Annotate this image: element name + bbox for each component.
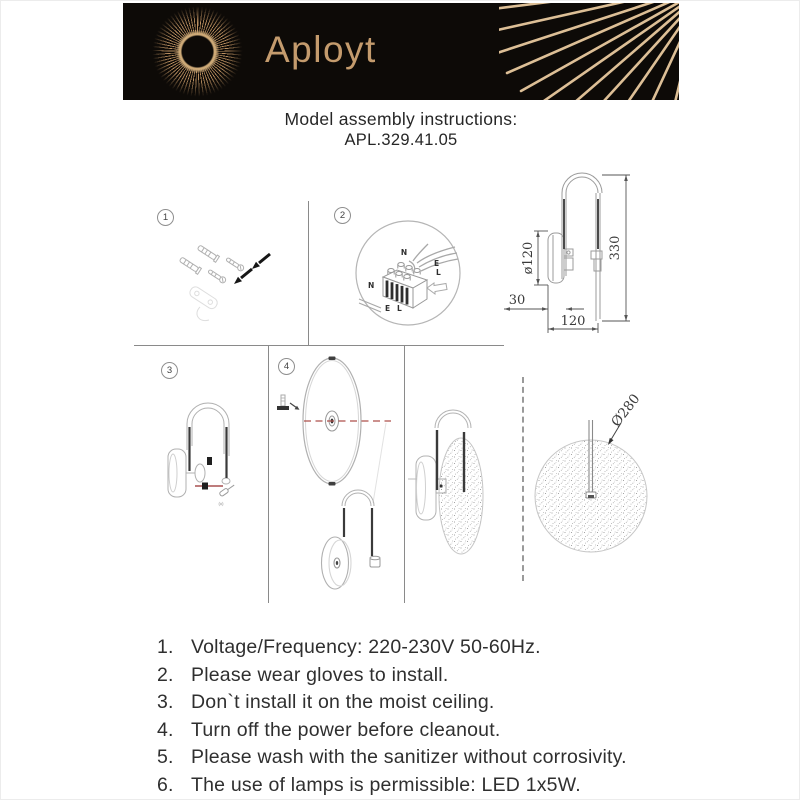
page-title: Model assembly instructions: [284, 109, 518, 129]
corner-rays-decoration [499, 3, 679, 100]
rod-end-cylinder [370, 556, 380, 567]
canopy-drawing [322, 537, 352, 589]
item-number: 4. [157, 718, 174, 741]
wire-label-e-right: E [434, 259, 440, 268]
item-text: The use of lamps is permissible: LED 1x5W. [191, 773, 581, 796]
wire-label-n-top: N [400, 248, 408, 257]
disc-front-view-drawing [525, 375, 677, 577]
item-number: 2. [157, 663, 174, 686]
wire-label-n-left: N [368, 281, 375, 290]
dim-width-label: 120 [560, 314, 586, 329]
brand-banner [123, 3, 679, 100]
item-text: Please wash with the sanitizer without corrosivity. [191, 746, 627, 769]
step3-mounting-drawing [159, 394, 274, 512]
item-number: 1. [157, 636, 174, 658]
step1-anchors-drawing [166, 223, 281, 323]
lamp-arch [342, 490, 374, 506]
instruction-list [157, 634, 757, 800]
instruction-item [157, 634, 757, 662]
divider-vertical-top [308, 201, 309, 346]
sparkle-mark [218, 502, 224, 506]
step-1-number: 1 [157, 209, 174, 226]
wire-label-l-right: L [436, 268, 441, 277]
model-number: APL.329.41.05 [344, 131, 458, 149]
screwdriver-drawing [219, 483, 236, 496]
divider-horizontal [134, 345, 504, 346]
mounting-strip [359, 299, 381, 312]
item-text: Voltage/Frequency: 220-230V 50-60Hz. [191, 636, 541, 658]
step2-wiring-drawing [351, 217, 465, 331]
crystal-disc-side [439, 438, 483, 554]
wire-label-l-bottom: L [397, 304, 402, 313]
item-number: 5. [157, 746, 174, 769]
item-number: 3. [157, 691, 174, 714]
item-number: 6. [157, 773, 174, 796]
screw-black-bottom [202, 483, 208, 490]
item-text: Don`t install it on the moist ceiling. [191, 691, 495, 714]
dimension-drawing [496, 161, 671, 346]
assembled-lamp-side-drawing [408, 384, 520, 562]
sunburst-logo-icon [151, 5, 244, 98]
bracket-ghost-outline [188, 285, 219, 321]
wire-label-e-bottom: E [385, 304, 391, 313]
instruction-item [157, 772, 757, 800]
terminal-block-drawing [383, 263, 427, 309]
divider-dashed [522, 377, 524, 581]
push-arrow-outline [427, 283, 447, 294]
item-text: Please wear gloves to install. [191, 663, 449, 686]
instruction-item [157, 717, 757, 745]
instruction-item [157, 662, 757, 690]
instruction-item [157, 689, 757, 717]
step4-disc-drawing [273, 353, 405, 605]
detail-circle [356, 221, 460, 325]
dim-disc-label: Ø280 [608, 391, 644, 430]
item-text: Turn off the power before cleanout. [191, 718, 501, 741]
step-3-number: 3 [161, 362, 178, 379]
dim-height-label: 330 [608, 235, 623, 261]
instruction-item [157, 744, 757, 772]
brand-name: Aployt [265, 29, 377, 70]
screw-icon [277, 395, 300, 410]
step-2-number: 2 [334, 207, 351, 224]
dim-plate-label: ø120 [521, 241, 536, 275]
dim-depth-label: 30 [508, 293, 526, 308]
step-4-number: 4 [278, 358, 295, 375]
screw-black-top [207, 457, 212, 465]
